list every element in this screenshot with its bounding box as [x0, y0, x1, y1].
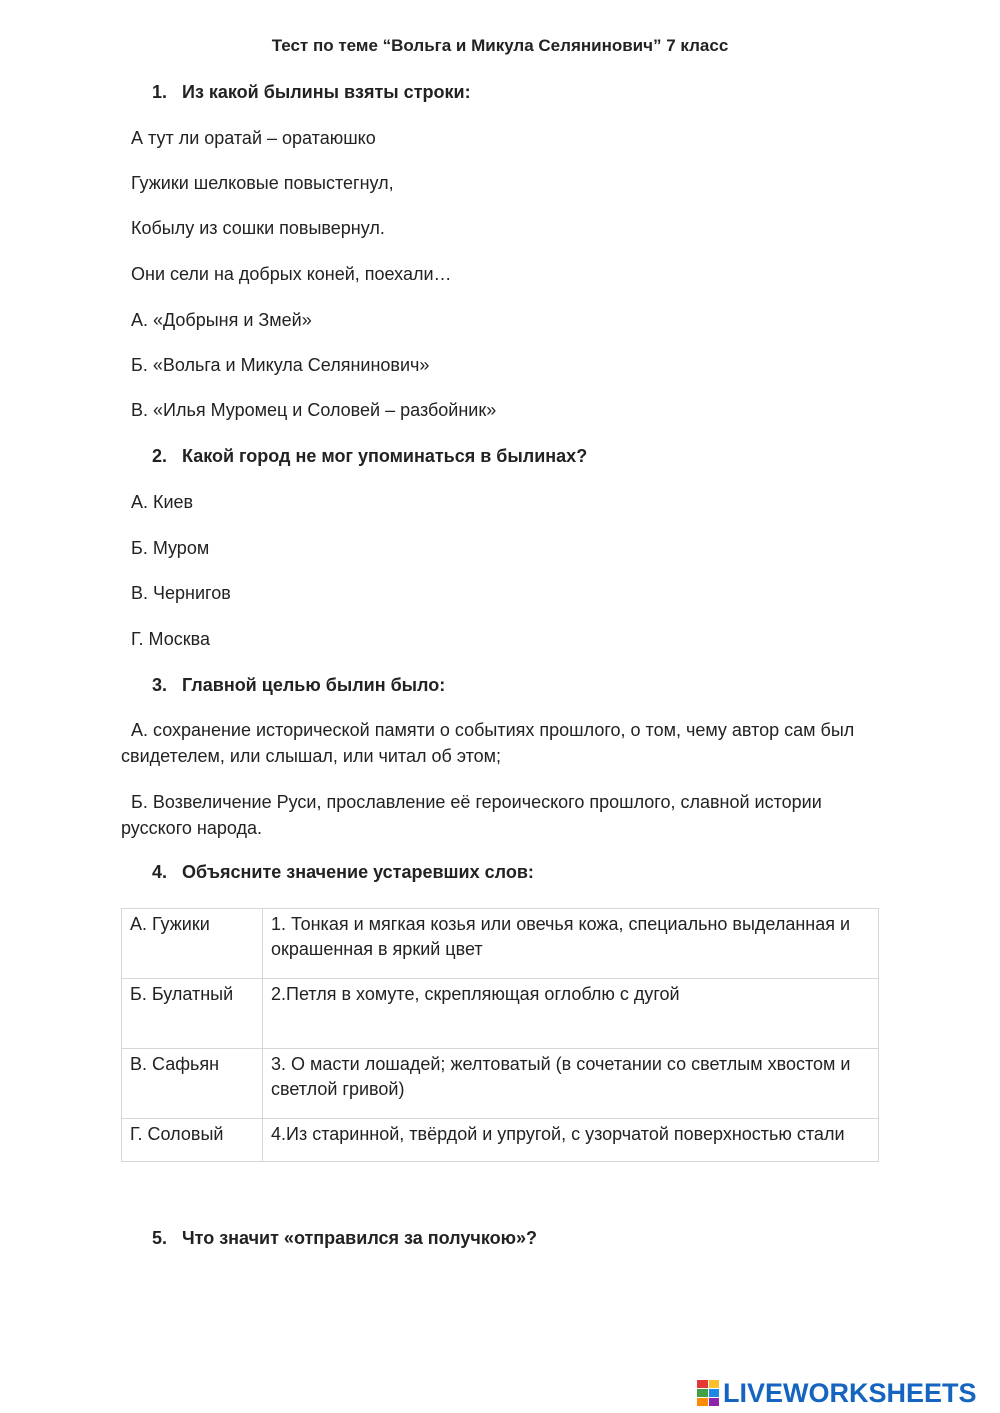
table-row	[122, 979, 879, 1049]
quote-line-4: Они сели на добрых коней, поехали…	[131, 264, 452, 284]
page-title: Тест по теме “Вольга и Микула Селянинович” 7 класс	[271, 36, 729, 55]
definition-cell: 3. О масти лошадей; желтоватый (в сочетании со светлым хвостом и светлой гривой)	[263, 1049, 879, 1119]
question-1-option-c: В. «Илья Муромец и Соловей – разбойник»	[131, 400, 497, 420]
question-2-option-a: А. Киев	[131, 492, 194, 512]
logo-text: LIVEWORKSHEETS	[723, 1377, 977, 1408]
question-5-number: 5.	[152, 1228, 168, 1248]
question-1-text: Из какой былины взяты строки:	[182, 82, 471, 102]
question-2-option-c: В. Чернигов	[131, 583, 231, 603]
question-1-number: 1.	[152, 82, 168, 102]
question-3-option-a	[121, 717, 891, 769]
question-3-number: 3.	[152, 675, 168, 695]
question-3-option-a-text: А. сохранение исторической памяти о событиях прошлого, о том, чему автор сам был свидетелем, или слышал, или читал об этом;	[121, 720, 855, 766]
table-row	[122, 909, 879, 979]
quote-line-2: Гужики шелковые повыстегнул,	[131, 173, 394, 193]
vocabulary-table	[121, 908, 879, 1162]
question-4	[152, 862, 534, 883]
quote-line-1: А тут ли оратай – оратаюшко	[131, 128, 376, 148]
term-cell: В. Сафьян	[122, 1049, 263, 1119]
question-1-option-b: Б. «Вольга и Микула Селянинович»	[131, 355, 430, 375]
liveworksheets-logo	[697, 1378, 977, 1408]
question-5-text: Что значит «отправился за получкою»?	[182, 1228, 537, 1248]
term-cell: Б. Булатный	[122, 979, 263, 1049]
question-5	[152, 1228, 537, 1249]
question-4-number: 4.	[152, 862, 168, 882]
liveworksheets-logo-icon	[697, 1380, 719, 1406]
definition-cell: 4.Из старинной, твёрдой и упругой, с узорчатой поверхностью стали	[263, 1119, 879, 1162]
question-2-number: 2.	[152, 446, 168, 466]
question-1-option-a: А. «Добрыня и Змей»	[131, 310, 312, 330]
table-row	[122, 1119, 879, 1162]
question-3-option-b	[121, 789, 891, 841]
question-2-option-d: Г. Москва	[131, 629, 211, 649]
question-1	[152, 82, 471, 103]
term-cell: Г. Соловый	[122, 1119, 263, 1162]
quote-line-3: Кобылу из сошки повывернул.	[131, 218, 385, 238]
definition-cell: 1. Тонкая и мягкая козья или овечья кожа, специально выделанная и окрашенная в яркий цвет	[263, 909, 879, 979]
question-2-text: Какой город не мог упоминаться в былинах?	[182, 446, 588, 466]
question-3-text: Главной целью былин было:	[182, 675, 446, 695]
question-3-option-b-text: Б. Возвеличение Руси, прославление её героического прошлого, славной истории русского народа.	[121, 792, 822, 838]
question-3	[152, 675, 445, 696]
question-2	[152, 446, 587, 467]
definition-cell: 2.Петля в хомуте, скрепляющая оглоблю с дугой	[263, 979, 879, 1049]
table-row	[122, 1049, 879, 1119]
question-4-text: Объясните значение устаревших слов:	[182, 862, 534, 882]
question-2-option-b: Б. Муром	[131, 538, 210, 558]
term-cell: А. Гужики	[122, 909, 263, 979]
